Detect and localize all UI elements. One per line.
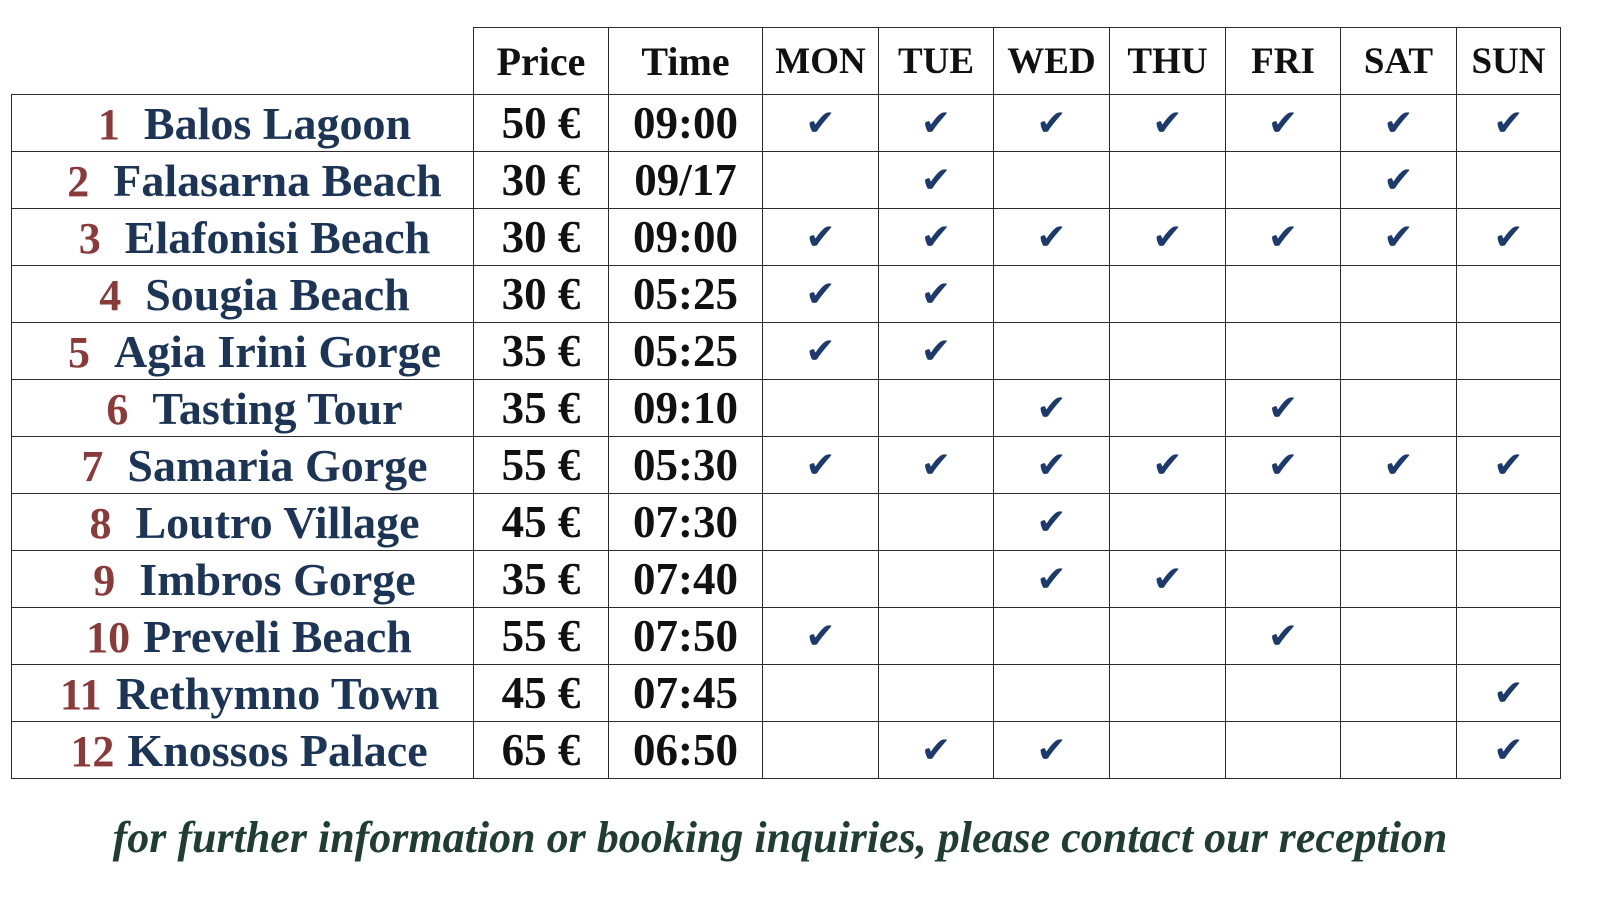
day-cell-fri [1226,152,1341,209]
checkmark-icon: ✔ [920,444,952,486]
checkmark-icon: ✔ [1267,615,1299,657]
time-cell: 09:00 [609,209,763,266]
table-row [12,152,1561,209]
table-row [12,437,1561,494]
checkmark-icon: ✔ [1152,444,1183,486]
excursion-schedule-table [11,27,1561,779]
day-cell-sat [1341,494,1457,551]
day-cell-sun [1457,437,1561,494]
price-cell: 45 € [474,665,609,722]
tour-name: Elafonisi Beach [124,211,431,263]
day-cell-sat [1341,665,1457,722]
day-cell-sat [1341,722,1457,779]
tour-cell [12,722,474,779]
day-cell-wed [994,608,1110,665]
table-row [12,95,1561,152]
day-cell-tue [879,722,994,779]
checkmark-icon: ✔ [1152,558,1183,600]
day-cell-thu [1110,665,1226,722]
checkmark-icon: ✔ [1267,216,1299,258]
day-cell-mon [763,380,879,437]
day-cell-sat [1341,152,1457,209]
day-cell-sat [1341,209,1457,266]
header-day-wed: WED [994,28,1110,95]
checkmark-icon: ✔ [1036,102,1067,144]
checkmark-icon: ✔ [920,159,952,201]
day-cell-wed [994,152,1110,209]
table-row [12,323,1561,380]
tour-number: 5 [67,327,90,377]
tour-number: 7 [81,441,104,491]
time-cell: 09:00 [609,95,763,152]
time-cell: 07:50 [609,608,763,665]
table-body [12,95,1561,779]
day-cell-sun [1457,551,1561,608]
day-cell-wed [994,380,1110,437]
day-cell-fri [1226,95,1341,152]
day-cell-tue [879,608,994,665]
day-cell-sat [1341,551,1457,608]
tour-number: 2 [67,156,90,206]
tour-name: Sougia Beach [145,268,410,320]
price-cell: 50 € [474,95,609,152]
price-cell: 55 € [474,437,609,494]
day-cell-wed [994,95,1110,152]
checkmark-icon: ✔ [1493,672,1524,714]
day-cell-thu [1110,608,1226,665]
day-cell-wed [994,323,1110,380]
time-cell: 07:45 [609,665,763,722]
day-cell-tue [879,266,994,323]
tour-name: Balos Lagoon [143,97,412,149]
checkmark-icon: ✔ [805,273,836,315]
day-cell-thu [1110,266,1226,323]
tour-name: Loutro Village [135,496,420,548]
day-cell-sun [1457,722,1561,779]
checkmark-icon: ✔ [805,615,836,657]
day-cell-fri [1226,437,1341,494]
time-cell: 07:40 [609,551,763,608]
table-row [12,551,1561,608]
table-row [12,722,1561,779]
day-cell-sun [1457,95,1561,152]
checkmark-icon: ✔ [1383,159,1414,201]
table-row [12,266,1561,323]
day-cell-wed [994,551,1110,608]
day-cell-sun [1457,380,1561,437]
header-day-sat: SAT [1341,28,1457,95]
checkmark-icon: ✔ [805,216,836,258]
day-cell-sat [1341,266,1457,323]
day-cell-fri [1226,209,1341,266]
time-cell: 09:10 [609,380,763,437]
day-cell-mon [763,209,879,266]
day-cell-wed [994,266,1110,323]
checkmark-icon: ✔ [1036,216,1067,258]
checkmark-icon: ✔ [805,102,836,144]
checkmark-icon: ✔ [1036,729,1067,771]
tour-cell [12,380,474,437]
tour-name: Tasting Tour [152,382,403,434]
day-cell-fri [1226,380,1341,437]
checkmark-icon: ✔ [920,330,952,372]
day-cell-tue [879,494,994,551]
day-cell-sat [1341,380,1457,437]
price-cell: 55 € [474,608,609,665]
checkmark-icon: ✔ [1267,102,1299,144]
day-cell-wed [994,665,1110,722]
day-cell-tue [879,665,994,722]
checkmark-icon: ✔ [1267,387,1299,429]
header-day-thu: THU [1110,28,1226,95]
table-row [12,494,1561,551]
checkmark-icon: ✔ [1036,558,1067,600]
tour-number: 10 [86,612,131,662]
footer-note: for further information or booking inquiries, please contact our reception [112,813,1448,862]
day-cell-sat [1341,323,1457,380]
header-day-mon: MON [763,28,879,95]
day-cell-tue [879,323,994,380]
tour-name: Preveli Beach [143,610,412,662]
tour-name: Knossos Palace [127,724,428,776]
day-cell-mon [763,437,879,494]
table-row [12,209,1561,266]
price-cell: 30 € [474,266,609,323]
day-cell-fri [1226,494,1341,551]
checkmark-icon: ✔ [1036,444,1067,486]
day-cell-sun [1457,266,1561,323]
checkmark-icon: ✔ [920,102,952,144]
day-cell-sun [1457,665,1561,722]
tour-name: Imbros Gorge [139,553,416,605]
day-cell-fri [1226,266,1341,323]
day-cell-tue [879,152,994,209]
header-time: Time [609,28,763,95]
checkmark-icon: ✔ [1493,102,1524,144]
day-cell-thu [1110,551,1226,608]
day-cell-mon [763,95,879,152]
day-cell-mon [763,722,879,779]
header-day-fri: FRI [1226,28,1341,95]
checkmark-icon: ✔ [1383,216,1414,258]
tour-cell [12,665,474,722]
table-row [12,380,1561,437]
day-cell-mon [763,494,879,551]
tour-cell [12,437,474,494]
day-cell-thu [1110,494,1226,551]
day-cell-sun [1457,209,1561,266]
time-cell: 06:50 [609,722,763,779]
checkmark-icon: ✔ [1036,387,1067,429]
day-cell-tue [879,551,994,608]
day-cell-tue [879,437,994,494]
day-cell-wed [994,437,1110,494]
price-cell: 65 € [474,722,609,779]
checkmark-icon: ✔ [1267,444,1299,486]
header-row [12,28,1561,95]
time-cell: 05:30 [609,437,763,494]
day-cell-sat [1341,437,1457,494]
day-cell-fri [1226,323,1341,380]
day-cell-fri [1226,551,1341,608]
day-cell-sun [1457,152,1561,209]
header-price: Price [474,28,609,95]
tour-number: 3 [78,213,101,263]
price-cell: 30 € [474,152,609,209]
price-cell: 45 € [474,494,609,551]
header-day-sun: SUN [1457,28,1561,95]
day-cell-sat [1341,95,1457,152]
tour-cell [12,209,474,266]
tour-cell [12,608,474,665]
tour-cell [12,323,474,380]
checkmark-icon: ✔ [1152,216,1183,258]
tour-number: 11 [60,669,102,719]
day-cell-thu [1110,380,1226,437]
tour-number: 6 [106,384,129,434]
day-cell-thu [1110,722,1226,779]
tour-number: 9 [93,555,116,605]
price-cell: 30 € [474,209,609,266]
day-cell-mon [763,152,879,209]
time-cell: 05:25 [609,266,763,323]
checkmark-icon: ✔ [805,444,836,486]
checkmark-icon: ✔ [1152,102,1183,144]
header-blank-cell [12,28,474,95]
price-cell: 35 € [474,323,609,380]
tour-number: 1 [97,99,120,149]
day-cell-fri [1226,722,1341,779]
day-cell-fri [1226,665,1341,722]
day-cell-mon [763,323,879,380]
day-cell-sat [1341,608,1457,665]
checkmark-icon: ✔ [1036,501,1067,543]
day-cell-wed [994,494,1110,551]
tour-cell [12,152,474,209]
checkmark-icon: ✔ [1383,102,1414,144]
tour-number: 12 [70,726,115,776]
checkmark-icon: ✔ [805,330,836,372]
tour-name: Rethymno Town [115,667,440,719]
day-cell-tue [879,95,994,152]
price-cell: 35 € [474,551,609,608]
day-cell-thu [1110,152,1226,209]
table-row [12,665,1561,722]
time-cell: 05:25 [609,323,763,380]
day-cell-mon [763,266,879,323]
price-cell: 35 € [474,380,609,437]
header-day-tue: TUE [879,28,994,95]
tour-cell [12,266,474,323]
time-cell: 09/17 [609,152,763,209]
tour-name: Agia Irini Gorge [113,325,442,377]
checkmark-icon: ✔ [920,216,952,258]
checkmark-icon: ✔ [920,729,952,771]
checkmark-icon: ✔ [1493,444,1524,486]
day-cell-tue [879,380,994,437]
tour-cell [12,95,474,152]
day-cell-thu [1110,437,1226,494]
checkmark-icon: ✔ [1383,444,1414,486]
checkmark-icon: ✔ [920,273,952,315]
day-cell-mon [763,608,879,665]
day-cell-wed [994,209,1110,266]
tour-name: Samaria Gorge [127,439,428,491]
tour-cell [12,551,474,608]
day-cell-thu [1110,95,1226,152]
tour-number: 4 [99,270,122,320]
table-row [12,608,1561,665]
day-cell-fri [1226,608,1341,665]
day-cell-wed [994,722,1110,779]
day-cell-mon [763,665,879,722]
day-cell-thu [1110,323,1226,380]
day-cell-sun [1457,608,1561,665]
time-cell: 07:30 [609,494,763,551]
day-cell-tue [879,209,994,266]
day-cell-sun [1457,323,1561,380]
checkmark-icon: ✔ [1493,729,1524,771]
day-cell-sun [1457,494,1561,551]
day-cell-mon [763,551,879,608]
checkmark-icon: ✔ [1493,216,1524,258]
day-cell-thu [1110,209,1226,266]
tour-cell [12,494,474,551]
tour-name: Falasarna Beach [113,154,442,206]
tour-number: 8 [89,498,112,548]
